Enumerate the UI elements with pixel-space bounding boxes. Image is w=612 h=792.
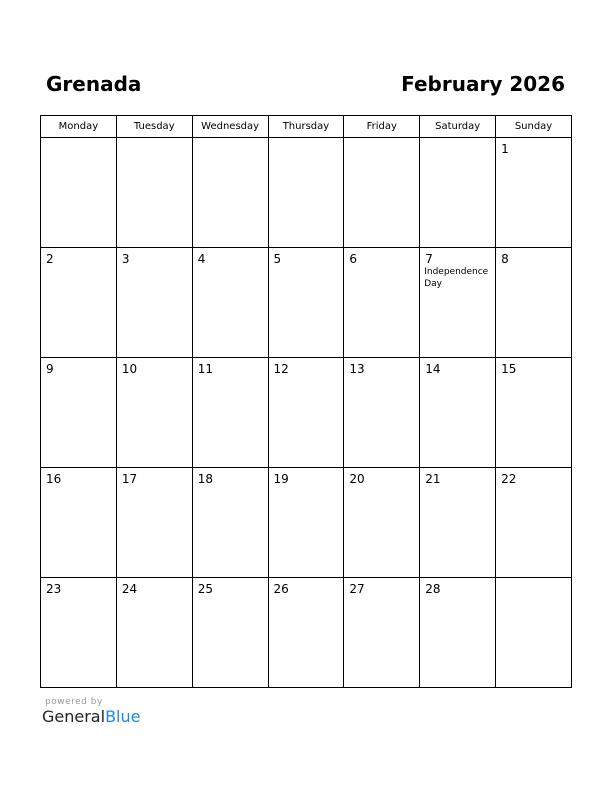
day-cell (268, 468, 344, 578)
weekday-friday: Friday (344, 116, 420, 138)
weekday-sunday: Sunday (496, 116, 572, 138)
day-number: 2 (46, 252, 54, 266)
day-cell (268, 248, 344, 358)
day-number: 27 (349, 582, 365, 596)
brand-name (42, 708, 140, 726)
day-cell (420, 358, 496, 468)
day-number: 17 (121, 472, 138, 486)
day-cell (192, 468, 268, 578)
day-number: 10 (121, 362, 138, 376)
day-number: 26 (273, 582, 289, 596)
weekday-tuesday: Tuesday (116, 116, 192, 138)
day-number: 13 (349, 362, 365, 376)
day-number: 12 (273, 362, 289, 376)
day-number: 28 (425, 582, 441, 596)
day-cell (344, 248, 420, 358)
day-cell (268, 578, 344, 688)
day-cell (116, 358, 192, 468)
day-cell (420, 138, 496, 248)
day-number: 22 (501, 472, 517, 486)
brand-general: General (42, 707, 106, 726)
day-cell (41, 138, 117, 248)
day-cell (420, 248, 496, 358)
day-cell (41, 468, 117, 578)
day-cell (192, 358, 268, 468)
day-cell (41, 358, 117, 468)
day-number: 14 (425, 362, 441, 376)
brand-blue: Blue (105, 707, 141, 726)
day-number: 5 (273, 252, 282, 266)
day-cell (116, 468, 192, 578)
day-number: 20 (349, 472, 365, 486)
day-number: 7 (425, 252, 433, 266)
day-number: 21 (425, 472, 441, 486)
day-number: 23 (46, 582, 62, 596)
day-cell (344, 468, 420, 578)
day-cell (496, 138, 572, 248)
powered-by-text: powered by (45, 697, 103, 707)
generalblue-logo[interactable] (42, 697, 140, 726)
day-cell (344, 138, 420, 248)
day-cell (496, 468, 572, 578)
holiday-label: Independence Day (424, 267, 489, 289)
day-number: 6 (349, 252, 358, 266)
week-row (41, 468, 572, 578)
day-cell (420, 578, 496, 688)
day-cell (268, 358, 344, 468)
weekday-wednesday: Wednesday (192, 116, 268, 138)
week-row (41, 248, 572, 358)
month-title: February 2026 (401, 72, 565, 96)
day-number: 11 (197, 362, 213, 376)
day-number: 8 (501, 252, 509, 266)
day-cell (496, 248, 572, 358)
day-cell (192, 578, 268, 688)
day-cell (116, 248, 192, 358)
calendar-grid (40, 115, 572, 688)
day-cell (420, 468, 496, 578)
day-number: 25 (197, 582, 213, 596)
day-number: 3 (121, 252, 130, 266)
day-cell (344, 578, 420, 688)
weekday-thursday: Thursday (268, 116, 344, 138)
day-number: 18 (197, 472, 213, 486)
day-number: 19 (273, 472, 289, 486)
day-number: 24 (121, 582, 138, 596)
day-cell (496, 358, 572, 468)
day-cell (192, 248, 268, 358)
week-row (41, 138, 572, 248)
day-cell (192, 138, 268, 248)
day-cell (268, 138, 344, 248)
day-number: 16 (46, 472, 62, 486)
day-cell (116, 138, 192, 248)
day-number: 15 (501, 362, 517, 376)
day-cell (116, 578, 192, 688)
day-cell (41, 578, 117, 688)
weekday-header-row (41, 116, 572, 138)
day-cell (496, 578, 572, 688)
weekday-saturday: Saturday (420, 116, 496, 138)
day-cell (41, 248, 117, 358)
day-number: 4 (197, 252, 206, 266)
day-number: 1 (501, 142, 509, 156)
day-cell (344, 358, 420, 468)
week-row (41, 358, 572, 468)
country-title: Grenada (46, 72, 142, 96)
week-row (41, 578, 572, 688)
weekday-monday: Monday (41, 116, 117, 138)
day-number: 9 (46, 362, 54, 376)
